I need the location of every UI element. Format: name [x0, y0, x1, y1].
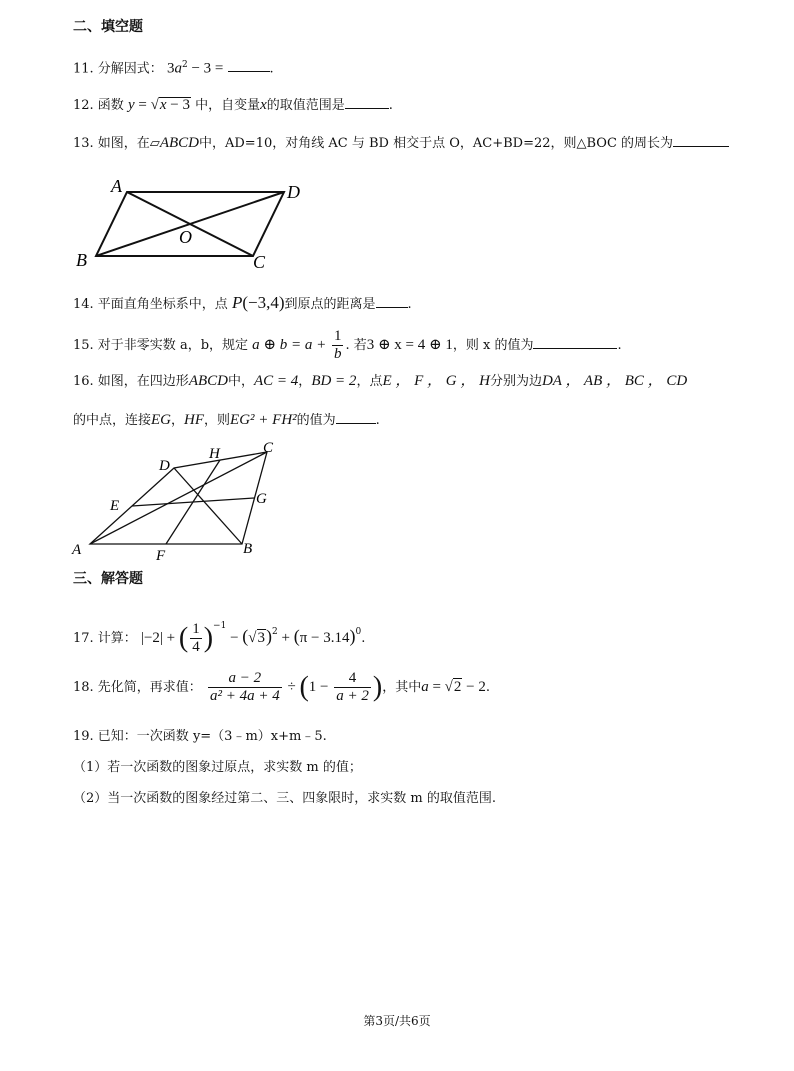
- question-13: [73, 133, 729, 153]
- question-17: 17. 计算： |−2| + ( $\frac{1}{4}$ )$^{-1} - (√3)^2 + (\pi - 3.14)^0$.: [73, 621, 366, 655]
- q17-den: 4: [192, 639, 200, 655]
- q11-end: .: [269, 61, 274, 77]
- q18-num-2: 4: [334, 670, 371, 688]
- q13-text-a: 13. 如图，在: [73, 136, 150, 151]
- q17-num: 1: [192, 621, 200, 637]
- q16-sides: DA ， AB ， BC ， CD: [541, 373, 688, 389]
- fig16-label-h: H: [209, 446, 220, 462]
- q18-den-2: a + 2: [336, 688, 369, 704]
- q18-end: .: [485, 680, 491, 695]
- q18-den-1: a² + 4a + 4: [209, 688, 280, 704]
- q16-comma-2: ，: [171, 413, 185, 428]
- question-16-line-1: [73, 372, 687, 391]
- question-11: [73, 56, 274, 78]
- q16-text-f: ，则: [204, 413, 231, 428]
- q12-rad-rest: − 3: [166, 97, 190, 113]
- q11-var: a: [174, 60, 182, 77]
- q15-num: 1: [333, 328, 342, 344]
- q16-answer-blank[interactable]: [336, 410, 376, 424]
- q12-end: .: [388, 98, 393, 113]
- q13-text-b: 中，AD=10，对角线 AC 与 BD 相交于点 O，AC+BD=22，则△BOC 的周长为: [198, 136, 674, 151]
- q11-prefix: 11. 分解因式：: [73, 61, 163, 77]
- q11-expr: − 3 =: [187, 60, 224, 77]
- q16-ac: AC = 4: [254, 373, 299, 389]
- q18-a: a: [421, 679, 429, 695]
- fig13-label-b: B: [76, 250, 87, 270]
- q17-minus: −: [226, 630, 243, 646]
- q15-def: a ⊕ b = a +: [252, 337, 330, 353]
- fig16-label-d: D: [159, 458, 170, 474]
- q16-expr: EG² + FH²: [230, 412, 297, 428]
- q18-eq: =: [428, 679, 445, 695]
- question-12: [73, 95, 393, 115]
- q16-eg: EG: [151, 412, 172, 428]
- question-15: [73, 327, 622, 364]
- q17-plus-2: +: [277, 630, 294, 646]
- q18-one: 1 −: [308, 679, 333, 695]
- section-title-fill-in: 二、填空题: [73, 19, 143, 35]
- q15-cond: 3 ⊕ x = 4 ⊕ 1: [366, 337, 453, 353]
- parallelogram-icon: ▱: [149, 136, 160, 151]
- q18-prefix: 18. 先化简，再求值：: [73, 680, 202, 695]
- q16-text-e: 的中点，连接: [73, 413, 152, 428]
- q15-text-c: ，则 x 的值为: [452, 338, 534, 353]
- q11-exp: 2: [181, 60, 188, 70]
- q15-text-a: 15. 对于非零实数 a，b，规定: [73, 338, 249, 353]
- q16-abcd: ABCD: [188, 373, 228, 389]
- fig16-label-a: A: [72, 542, 82, 558]
- q16-end: .: [375, 413, 380, 428]
- q12-y: y: [127, 97, 135, 113]
- q14-point: P: [231, 293, 243, 312]
- q17-exp-neg1: −1: [213, 621, 227, 631]
- fig13-label-c: C: [253, 252, 266, 272]
- q18-num-1: a − 2: [208, 670, 282, 688]
- q12-answer-blank[interactable]: [345, 95, 389, 109]
- q13-answer-blank[interactable]: [673, 133, 729, 147]
- q16-text-a: 16. 如图，在四边形: [73, 374, 189, 389]
- q14-end: .: [407, 297, 412, 312]
- q15-text-b: . 若: [345, 338, 367, 353]
- q17-sqrt-arg: 3: [257, 630, 266, 646]
- q17-exp-2: 2: [272, 627, 278, 637]
- q17-abs: |−2|: [140, 630, 163, 646]
- q11-answer-blank[interactable]: [228, 58, 270, 72]
- q17-plus-1: +: [162, 630, 179, 646]
- q16-bd: BD = 2: [311, 373, 357, 389]
- q12-mid1: 中，自变量: [190, 98, 261, 113]
- fig13-label-d: D: [287, 182, 300, 202]
- q12-var: x: [260, 97, 267, 113]
- q16-text-g: 的值为: [296, 413, 336, 428]
- q16-text-b: 中，: [227, 374, 254, 389]
- q11-coef: 3: [166, 60, 175, 77]
- q16-text-c: ，点: [356, 374, 383, 389]
- q17-pi: π − 3.14: [299, 630, 350, 646]
- question-19-part-2: （2）当一次函数的图象经过第二、三、四象限时，求实数 m 的取值范围.: [73, 791, 496, 806]
- q14-text-b: 到原点的距离是: [284, 297, 376, 312]
- q16-comma: ，: [298, 374, 312, 389]
- fig16-label-c: C: [263, 440, 274, 456]
- figure-13-parallelogram: [72, 174, 312, 272]
- fig13-label-o: O: [179, 227, 192, 247]
- q15-end: .: [617, 338, 622, 353]
- q15-den: b: [333, 346, 342, 362]
- fig13-label-a: A: [111, 176, 122, 196]
- fig16-segment-hf: [166, 460, 220, 544]
- fig16-label-e: E: [110, 498, 120, 514]
- q16-hf: HF: [184, 412, 205, 428]
- page-number-footer: 第3页/共6页: [363, 1014, 431, 1028]
- section-title-solve: 三、解答题: [73, 571, 143, 587]
- figure-16-quadrilateral: [70, 440, 290, 564]
- question-18: 18. 先化简，再求值： $\frac{a - 2}{\text{a² + 4a + 4}}$ ÷ (1 − $\frac{4}{a + 2}$ )，其中a = √2 − 2.: [73, 670, 491, 704]
- q14-coord: (−3,4): [242, 293, 285, 312]
- q16-points: E ， F ， G ， H: [382, 373, 490, 389]
- q12-radical-sign: √: [150, 97, 159, 113]
- fig16-label-g: G: [256, 491, 267, 507]
- q17-prefix: 17. 计算：: [73, 631, 137, 646]
- q14-text-a: 14. 平面直角坐标系中，点: [73, 297, 228, 312]
- fig16-label-f: F: [156, 548, 166, 564]
- question-19-part-1: （1）若一次函数的图象过原点，求实数 m 的值；: [73, 760, 362, 775]
- q12-rad-x: x: [159, 97, 167, 113]
- q12-prefix: 12. 函数: [73, 98, 124, 113]
- q14-answer-blank[interactable]: [376, 294, 408, 308]
- q17-end: .: [361, 631, 366, 646]
- q12-eq: =: [134, 97, 151, 113]
- q12-mid2: 的取值范围是: [266, 98, 345, 113]
- q16-text-d: 分别为边: [489, 374, 542, 389]
- q18-rest: − 2: [462, 679, 486, 695]
- question-14: [73, 294, 412, 314]
- q13-abcd: ABCD: [159, 135, 199, 151]
- question-16-line-2: [73, 410, 380, 430]
- q18-sqrt-arg: 2: [453, 679, 462, 695]
- q17-exp-0: 0: [355, 627, 362, 637]
- q18-mid: ，其中: [382, 680, 422, 695]
- q18-div: ÷: [283, 679, 300, 695]
- fig16-label-b: B: [243, 541, 253, 557]
- q15-answer-blank[interactable]: [533, 335, 617, 349]
- question-19-stem: 19. 已知：一次函数 y=（3﹣m）x+m﹣5.: [73, 729, 327, 744]
